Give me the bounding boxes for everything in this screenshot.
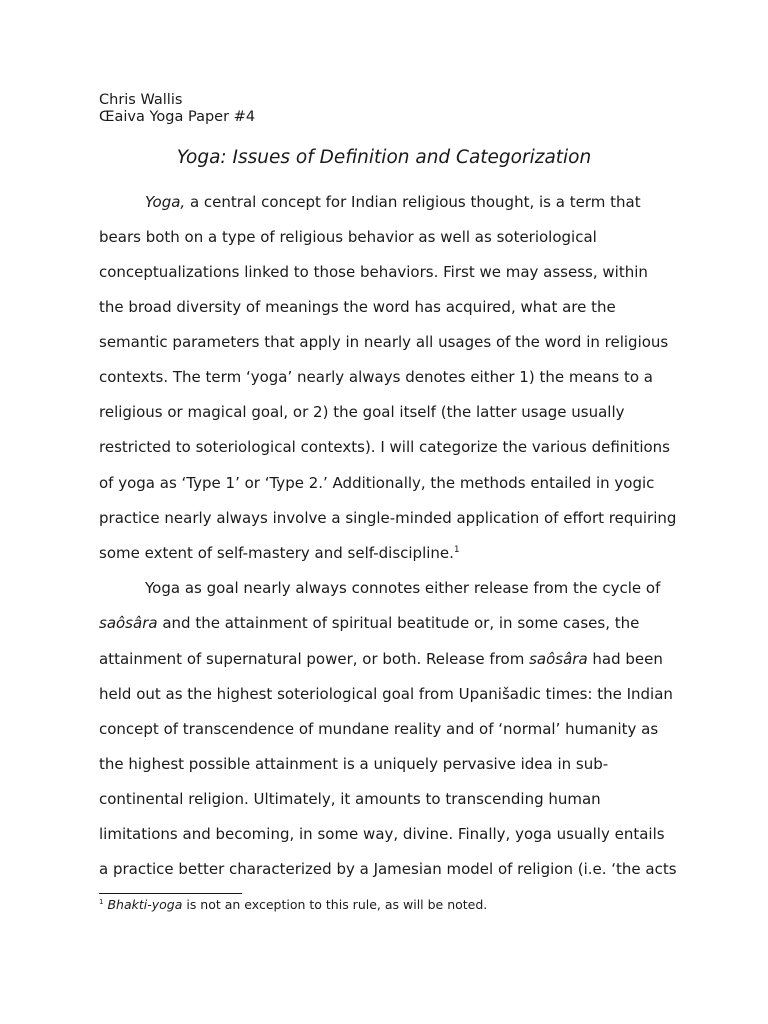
- footnote-mark: 1: [99, 897, 104, 906]
- body-line: continental religion. Ultimately, it amounts to transcending human: [99, 790, 601, 808]
- italic-term: saôsâra: [529, 650, 588, 668]
- page-title: Yoga: Issues of Definition and Categorization: [176, 147, 592, 168]
- body-line: bears both on a type of religious behavior as well as soteriological: [99, 228, 597, 246]
- body-line: limitations and becoming, in some way, divine. Finally, yoga usually entails: [99, 825, 665, 843]
- body-line: semantic parameters that apply in nearly all usages of the word in religious: [99, 333, 669, 351]
- paper-heading: Œaiva Yoga Paper #4: [99, 109, 256, 125]
- italic-term: Bhakti-yoga: [107, 897, 183, 912]
- footnote-separator: [99, 893, 242, 894]
- italic-term: Yoga,: [145, 193, 186, 211]
- body-line: some extent of self-mastery and self-discipline.$^1$: [99, 544, 460, 562]
- body-line: the broad diversity of meanings the word has acquired, what are the: [99, 298, 616, 316]
- body-line: saôsâra and the attainment of spiritual beatitude or, in some cases, the: [99, 614, 640, 632]
- body-line: a practice better characterized by a Jamesian model of religion (i.e. ‘the acts: [99, 860, 677, 878]
- body-line: restricted to soteriological contexts). I will categorize the various definitions: [99, 438, 670, 456]
- footnote-reference[interactable]: 1: [453, 545, 460, 555]
- body-line: religious or magical goal, or 2) the goal itself (the latter usage usually: [99, 403, 625, 421]
- body-line: of yoga as ‘Type 1’ or ‘Type 2.’ Additionally, the methods entailed in yogic: [99, 474, 655, 492]
- body-line: conceptualizations linked to those behaviors. First we may assess, within: [99, 263, 648, 281]
- body-line: concept of transcendence of mundane reality and of ‘normal’ humanity as: [99, 720, 659, 738]
- body-line: attainment of supernatural power, or both. Release from saôsâra had been: [99, 650, 663, 668]
- italic-term: saôsâra: [99, 614, 158, 632]
- body-line: Yoga as goal nearly always connotes either release from the cycle of: [145, 579, 661, 597]
- body-line: held out as the highest soteriological goal from Upanišadic times: the Indian: [99, 685, 673, 703]
- body-line: contexts. The term ‘yoga’ nearly always denotes either 1) the means to a: [99, 368, 653, 386]
- body-line: practice nearly always involve a single-minded application of effort requiring: [99, 509, 677, 527]
- body-line: the highest possible attainment is a uniquely pervasive idea in sub-: [99, 755, 609, 773]
- author-name: Chris Wallis: [99, 92, 183, 108]
- body-line: Yoga, a central concept for Indian religious thought, is a term that: [145, 193, 641, 211]
- footnote: $^1$ Bhakti-yoga is not an exception to this rule, as will be noted.: [99, 897, 488, 912]
